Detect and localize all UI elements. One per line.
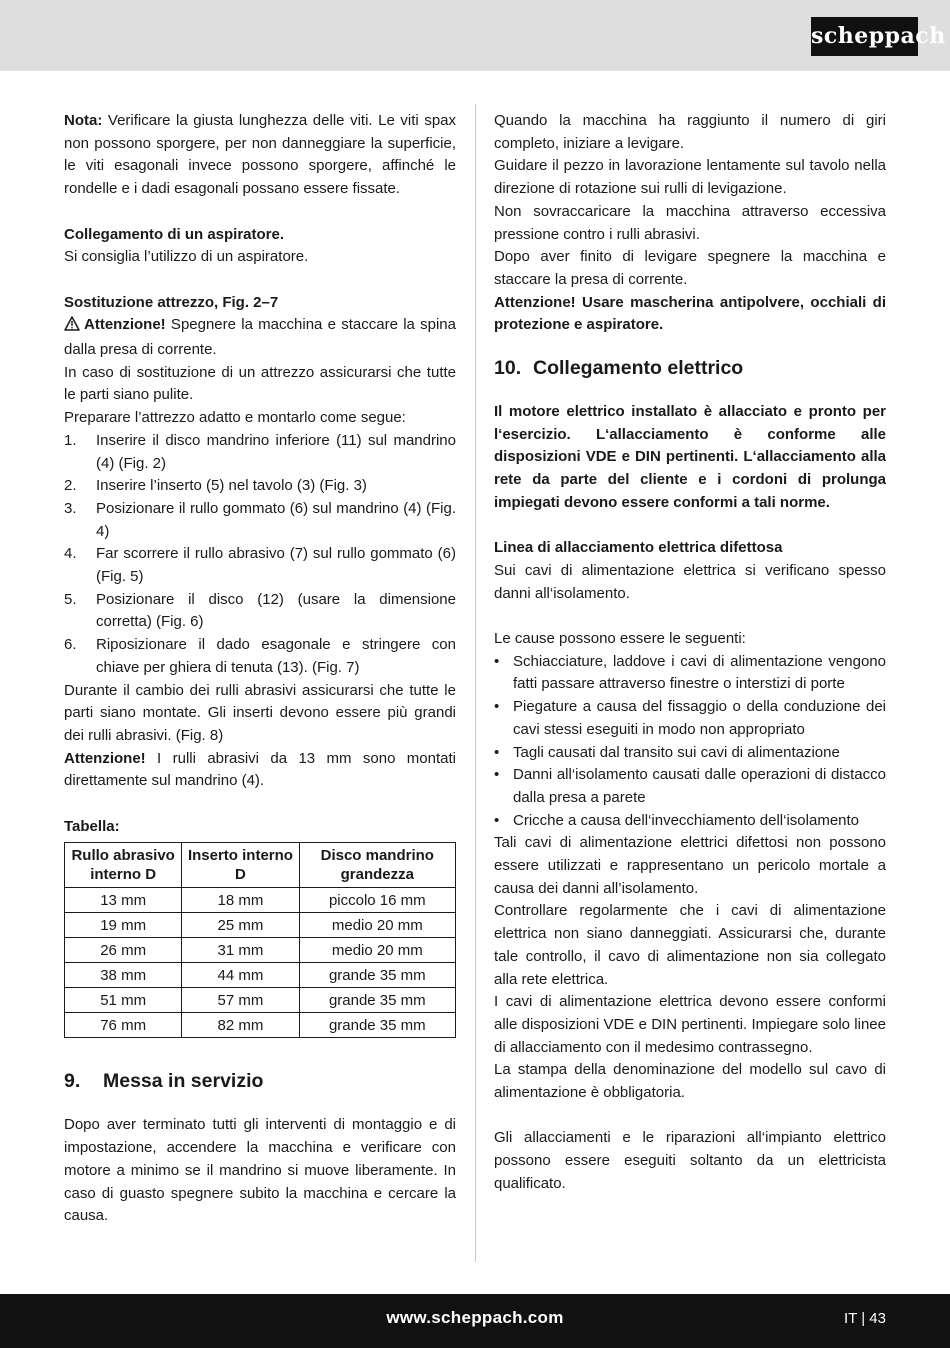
- tool-change-p2: Preparare l’attrezzo adatto e montarlo come segue:: [64, 409, 406, 427]
- paragraph: Guidare il pezzo in lavorazione lentamente sul tavolo nella direzione di rotazione sui rulli di levigazione.: [494, 157, 886, 198]
- warning-text: I rulli abrasivi da 13 mm sono montati direttamente sul mandrino (4).: [64, 749, 456, 790]
- table-row: 38 mm 44 mm grande 35 mm: [65, 963, 456, 988]
- section-9-heading: 9. Messa in servizio: [64, 1070, 264, 1093]
- table-header-row: [65, 843, 456, 888]
- paragraph: Dopo aver finito di levigare spegnere la macchina e staccare la presa di corrente.: [494, 248, 886, 288]
- table-header: Rullo abrasivo interno D: [65, 843, 182, 888]
- page-number: IT | 43: [844, 1310, 886, 1327]
- list-item: 2. Inserire l’inserto (5) nel tavolo (3) (Fig. 3): [64, 477, 367, 495]
- dimensions-table: [64, 842, 456, 1038]
- paragraph: La stampa della denominazione del modello sul cavo di alimentazione è obbligatoria.: [494, 1061, 886, 1102]
- paragraph: Quando la macchina ha raggiunto il numero di giri completo, iniziare a levigare.: [494, 112, 886, 152]
- table-row: 51 mm 57 mm grande 35 mm: [65, 988, 456, 1013]
- list-item: 5. Posizionare il disco (12) (usare la dimensione corretta) (Fig. 6): [64, 590, 456, 631]
- aspirator-text: Si consiglia l’utilizzo di un aspiratore.: [64, 248, 309, 266]
- defective-line-heading: Linea di allacciamento elettrica difettosa: [494, 539, 783, 557]
- table-row: 13 mm 18 mm piccolo 16 mm: [65, 888, 456, 913]
- attention-paragraph: Attenzione! Usare mascherina antipolvere, occhiali di protezione e aspiratore.: [494, 293, 886, 334]
- paragraph: Controllare regolarmente che i cavi di alimentazione elettrica non siano danneggiati. Assicurarsi che, durante tale controllo, il cavo di alimentazione non sia collegato alla rete elettrica.: [494, 902, 886, 988]
- defective-line-text: Sui cavi di alimentazione elettrica si verificano spesso danni all‘isolamento.: [494, 561, 886, 602]
- paragraph: Tali cavi di alimentazione elettrici difettosi non possono essere utilizzati e rappresentano un pericolo mortale a causa dei danni all’isolamento.: [494, 834, 886, 897]
- list-item: • Piegature a causa del fissaggio o della conduzione dei cavi stessi eseguiti in modo non appropriato: [494, 698, 886, 738]
- paragraph: Non sovraccaricare la macchina attraverso eccessiva pressione contro i rulli abrasivi.: [494, 202, 886, 243]
- causes-list: [494, 651, 886, 833]
- warning-label: Attenzione!: [84, 316, 166, 334]
- table-label: Tabella:: [64, 817, 120, 835]
- list-item: • Tagli causati dal transito sui cavi di alimentazione: [494, 743, 840, 761]
- tool-change-p1: In caso di sostituzione di un attrezzo assicurarsi che tutte le parti siano pulite.: [64, 363, 456, 404]
- causes-intro: Le cause possono essere le seguenti:: [494, 630, 746, 648]
- warning-text: Spegnere la macchina e staccare la spina dalla presa di corrente.: [64, 316, 456, 358]
- table-row: 76 mm 82 mm grande 35 mm: [65, 1013, 456, 1038]
- tool-change-warning-2: [64, 748, 456, 793]
- list-item: • Danni all‘isolamento causati dalle operazioni di distacco dalla presa a parete: [494, 766, 886, 806]
- table-row: 26 mm 31 mm medio 20 mm: [65, 938, 456, 963]
- column-divider: [475, 104, 476, 1262]
- list-item: • Cricche a causa dell‘invecchiamento dell‘isolamento: [494, 811, 860, 829]
- footer-bar: [0, 1294, 950, 1348]
- table-header: Disco mandrino grandezza: [299, 843, 455, 888]
- nota-label: Nota:: [64, 112, 103, 129]
- warning-label: Attenzione!: [64, 749, 146, 767]
- list-item: • Schiacciature, laddove i cavi di alimentazione vengono fatti passare attraverso finestre o interstizi di porte: [494, 652, 886, 693]
- tool-change-heading: Sostituzione attrezzo, Fig. 2–7: [64, 293, 279, 311]
- header-bar: [0, 0, 950, 71]
- right-column: [494, 110, 886, 1196]
- section-9-text: Dopo aver terminato tutti gli interventi di montaggio e di impostazione, accendere la macchina e verificare con motore a minimo se il mandrino si muove liberamente. In caso di guasto spegnere subito la macchina e cercare la causa.: [64, 1116, 456, 1225]
- table-header: Inserto interno D: [182, 843, 299, 888]
- section-10-heading: 10. Collegamento elettrico: [494, 357, 744, 380]
- list-item: 3. Posizionare il rullo gommato (6) sul mandrino (4) (Fig. 4): [64, 499, 456, 540]
- nota-paragraph: [64, 110, 456, 201]
- paragraph: Gli allacciamenti e le riparazioni all‘impianto elettrico possono essere eseguiti soltanto da un elettricista qualificato.: [494, 1129, 886, 1192]
- tool-change-warning: [64, 314, 456, 361]
- section-10-intro: Il motore elettrico installato è allacciato e pronto per l‘esercizio. L‘allacciamento è conforme alle disposizioni VDE e DIN pertinenti. L‘allacciamento alla rete da parte del cliente e i cordoni di prolunga impiegati devono essere conformi a tali norme.: [494, 403, 886, 511]
- tool-change-p3: Durante il cambio dei rulli abrasivi assicurarsi che tutte le parti siano montate. Gli inserti devono essere più grandi dei rulli abrasivi. (Fig. 8): [64, 681, 456, 744]
- list-item: 1. Inserire il disco mandrino inferiore (11) sul mandrino (4) (Fig. 2): [64, 431, 456, 472]
- warning-triangle-icon: [64, 316, 80, 339]
- aspirator-heading: Collegamento di un aspiratore.: [64, 225, 285, 243]
- list-item: 4. Far scorrere il rullo abrasivo (7) sul rullo gommato (6) (Fig. 5): [64, 545, 456, 586]
- list-item: 6. Riposizionare il dado esagonale e stringere con chiave per ghiera di tenuta (13). (Fig. 7): [64, 636, 456, 676]
- steps-list: [64, 430, 456, 680]
- nota-text: Verificare la giusta lunghezza delle viti. Le viti spax non possono sporgere, per non danneggiare la superficie, le viti esagonali invece possono sporgere, affinché le rondelle e i dadi esagonali possano essere fissate.: [64, 112, 456, 198]
- paragraph: I cavi di alimentazione elettrica devono essere conformi alle disposizioni VDE e DIN pertinenti. Impiegare solo linee di allacciamento con il medesimo contrassegno.: [494, 993, 886, 1056]
- website-link[interactable]: www.scheppach.com: [386, 1308, 564, 1327]
- left-column: [64, 110, 456, 1228]
- table-row: 19 mm 25 mm medio 20 mm: [65, 913, 456, 938]
- scheppach-logo: scheppach: [811, 17, 918, 56]
